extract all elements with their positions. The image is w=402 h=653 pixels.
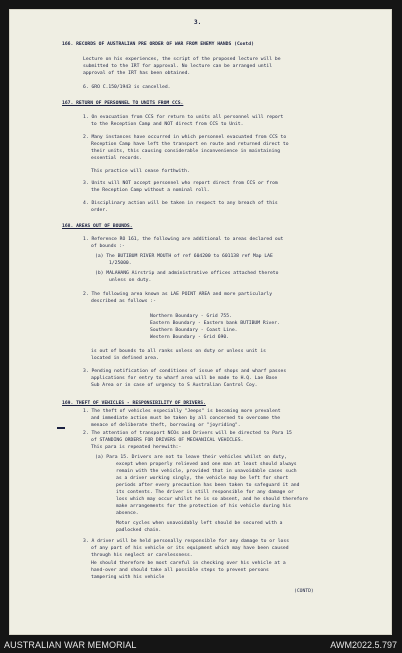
text-line: 3. Pending notification of conditions of issue of shops and wharf passes <box>83 369 287 374</box>
section-heading-168: 168. AREAS OUT OF BOUNDS. <box>62 224 133 229</box>
text-line: located in defined area. <box>91 356 159 361</box>
text-line: 1. On evacuation from CCS for return to units all personnel will report <box>83 115 284 120</box>
text-line: 2. Many instances have occurred in which personnel evacuated from CCS to <box>83 135 287 140</box>
text-line: He should therefore be most careful in checking over his vehicle at a <box>91 561 286 566</box>
text-line: 3. Units will NOT accept personnel who report direct from CCS or from <box>83 181 278 186</box>
text-line: (b) MALAHANG Airstrip and administrative offices attached thereto <box>95 271 279 276</box>
section-heading-169: 169. THEFT OF VEHICLES - RESPONSIBILITY OF DRIVERS. <box>62 401 206 406</box>
text-line: described as follows :- <box>91 299 156 304</box>
document-body <box>9 9 392 635</box>
text-line: except when properly relieved and one man at least should always <box>116 462 297 467</box>
text-line: their units, this causing considerable inconvenience in maintaining <box>91 149 281 154</box>
page-number: 3. <box>194 19 202 26</box>
text-line: 4. Disciplinary action will be taken in respect to any breach of this <box>83 201 278 206</box>
text-line: 6. GRO C.150/1943 is cancelled. <box>83 85 171 90</box>
text-line: of bounds :- <box>91 244 125 249</box>
text-line: 3. A driver will be held personally responsible for any damage to or loss <box>83 539 290 544</box>
text-line: make arrangements for the protection of his vehicle during his <box>116 504 291 509</box>
text-line: to the Reception Camp and NOT direct from CCS to Unit. <box>91 122 244 127</box>
text-line: 1. Reference RO 161, the following are additional to areas declared out <box>83 237 284 242</box>
text-line: its contents. The driver is still responsible for any damage or <box>116 490 294 495</box>
text-line: 1. The theft of vehicles especially "Jeeps" is becoming more prevalent <box>83 409 281 414</box>
text-line: submitted to the IRT for approval. No lecture can be arranged until <box>83 64 273 69</box>
text-line: Western Boundary - Grid 690. <box>150 335 230 340</box>
archive-reference: AWM2022.5.797 <box>330 640 397 650</box>
text-line: is out of bounds to all ranks unless on duty or unless unit is <box>91 349 266 354</box>
continued-marker: (CONTD) <box>294 589 314 594</box>
text-line: of any part of his vehicle or its equipment which may have been caused <box>91 546 289 551</box>
text-line: and immediate action must be taken by all concerned to overcome the <box>91 416 281 421</box>
text-line: approval of the IRT has been obtained. <box>83 71 191 76</box>
margin-mark <box>57 427 65 429</box>
text-line: order. <box>91 208 108 213</box>
archive-footer <box>0 640 402 653</box>
text-line: Southern Boundary - Coast Line. <box>150 328 238 333</box>
text-line: loss which may occur whilst he is so absent, and he should therefore <box>116 497 308 502</box>
text-line: 2. The following area known as LAE POINT AREA and more particularly <box>83 292 273 297</box>
text-line: (a) The BUTIBUM RIVER MOUTH of ref 604200 to 601138 ref Map LAE <box>95 254 273 259</box>
text-line: 1/25000. <box>109 261 132 266</box>
text-line: 2. The attention of transport NCOs and Drivers will be directed to Para 15 <box>83 431 292 436</box>
text-line: This practice will cease forthwith. <box>91 169 190 174</box>
text-line: Eastern Boundary - Eastern bank BUTIBUM River. <box>150 321 280 326</box>
text-line: through his neglect or carelessness. <box>91 553 193 558</box>
text-line: essential records. <box>91 156 142 161</box>
text-line: absence. <box>116 511 139 516</box>
text-line: Lecture on his experiences, the script of the proposed lecture will be <box>83 57 281 62</box>
text-line: of STANDING ORDERS FOR DRIVERS OF MECHANICAL VEHICLES. <box>91 438 244 443</box>
archive-name: AUSTRALIAN WAR MEMORIAL <box>4 640 137 650</box>
text-line: remain with the vehicle, provided that in unavoidable cases such <box>116 469 297 474</box>
text-line: as a driver working singly, the vehicle may be left for short <box>116 476 289 481</box>
text-line: Northern Boundary - Grid 755. <box>150 314 232 319</box>
text-line: padlocked chain. <box>116 528 162 533</box>
section-heading-166: 166. RECORDS OF AUSTRALIAN PRE ORDER OF WAR FROM ENEMY HANDS (Contd) <box>62 42 254 47</box>
text-line: applications for entry to wharf area will be made to H.Q. Lae Base <box>91 376 278 381</box>
text-line: unless on duty. <box>109 278 152 283</box>
section-heading-167: 167. RETURN OF PERSONNEL TO UNITS FROM CCS. <box>62 101 184 106</box>
text-line: (a) Para 15. Drivers are not to leave their vehicles whilst on duty, <box>95 455 287 460</box>
text-line: This para is repeated herewith:- <box>91 445 182 450</box>
text-line: periods after every precaution has been taken to safeguard it and <box>116 483 300 488</box>
text-line: menace of deliberate theft, borrowing or "joyriding". <box>91 423 241 428</box>
text-line: the Reception Camp without a nominal roll. <box>91 188 210 193</box>
text-line: Sub Area or in case of urgency to S Australian Control Coy. <box>91 383 258 388</box>
text-line: tampering with his vehicle <box>91 575 165 580</box>
document-sheet <box>9 9 392 635</box>
text-line: Motor cycles when unavoidably left should be secured with a <box>116 521 283 526</box>
text-line: hand-over and should take all possible steps to prevent persons <box>91 568 269 573</box>
text-line: Reception Camp have left the transport en route and returned direct to <box>91 142 289 147</box>
